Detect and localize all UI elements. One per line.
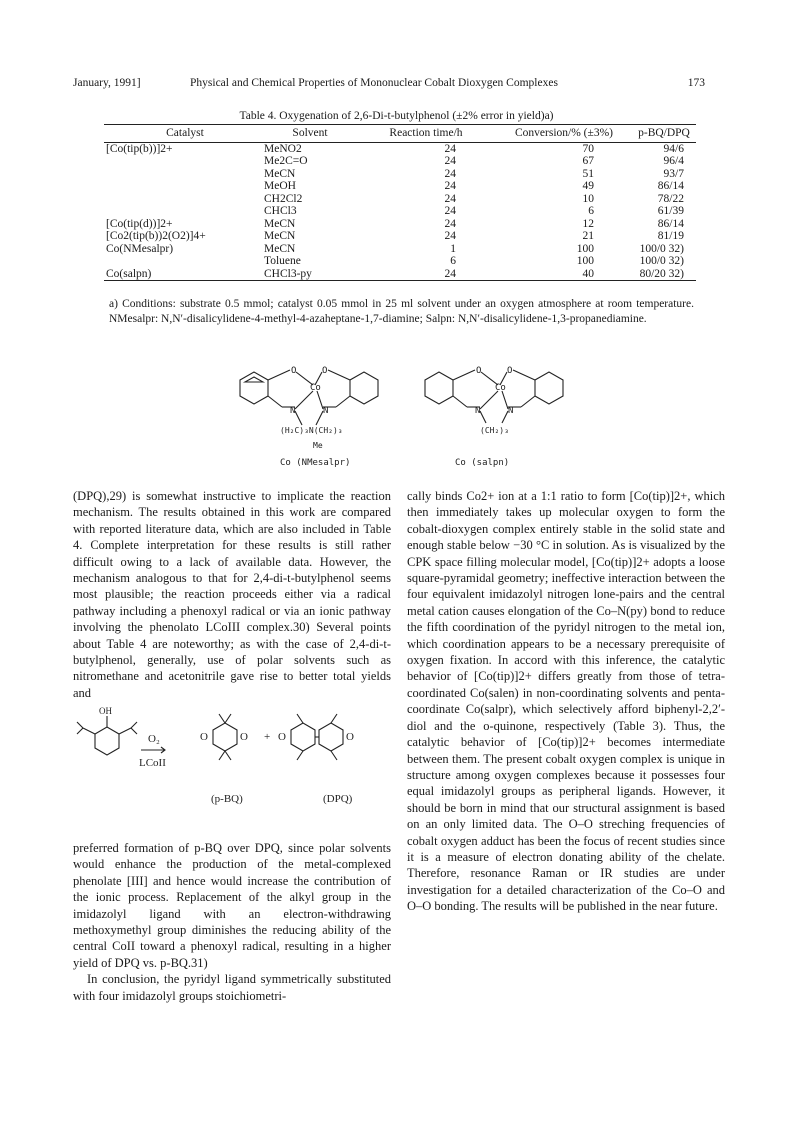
table-cell-ratio: 86/14 (657, 180, 684, 192)
table-header-row (104, 125, 696, 143)
table-row (104, 255, 696, 268)
benzene-ring-right-a (425, 372, 453, 404)
table-cell-solvent: Toluene (264, 255, 301, 267)
table-cell-time: 6 (450, 255, 456, 267)
table-cell-time: 1 (450, 242, 456, 255)
table-cell-catalyst: Co(NMesalpr) (106, 242, 174, 255)
svg-text:O: O (476, 366, 482, 376)
reagent-o2: O₂ (148, 733, 160, 745)
table-row (104, 230, 696, 243)
aromatic-circle-left-a (245, 377, 263, 382)
table-cell-conversion: 6 (588, 205, 594, 217)
oh-label: OH (99, 706, 112, 716)
table-cell-catalyst (104, 168, 264, 181)
dpq-ring-b (319, 723, 343, 751)
column-header-catalyst: Catalyst (166, 127, 204, 139)
table-row (104, 243, 696, 256)
svg-text:O: O (291, 366, 297, 376)
page-number: 173 (687, 77, 705, 89)
table-cell-ratio: 86/14 (657, 217, 684, 230)
table-cell-conversion: 49 (582, 180, 594, 192)
svg-text:N: N (323, 406, 329, 416)
table-cell-conversion: 10 (582, 192, 594, 205)
table-row (104, 155, 696, 168)
p-bq-ring (213, 723, 237, 751)
column-header-solvent: Solvent (292, 127, 328, 139)
table-cell-catalyst (104, 155, 264, 168)
table-cell-conversion: 51 (582, 167, 594, 180)
table-cell-ratio: 61/39 (657, 205, 684, 217)
left-column-paragraph-3: In conclusion, the pyridyl ligand symmetrically substituted with four imidazolyl groups stoichiometri- (73, 972, 391, 1003)
table-cell-catalyst: [Co(tip(b))]2+ (106, 142, 173, 155)
table-cell-solvent: CHCl3 (264, 205, 297, 217)
svg-text:O: O (346, 731, 354, 743)
data-table (104, 124, 696, 281)
running-header-title: Physical and Chemical Properties of Mononuclear Cobalt Dioxygen Complexes (190, 77, 558, 89)
svg-text:O: O (200, 731, 208, 743)
table-cell-time: 24 (444, 205, 456, 217)
left-column-lower-text (73, 840, 391, 1004)
table-row (104, 180, 696, 193)
table-cell-catalyst (104, 193, 264, 206)
reagent-lco: LCoII (139, 757, 166, 769)
right-chain-label: (CH₂)₃ (480, 426, 509, 435)
table-row (104, 142, 696, 155)
table-row (104, 218, 696, 231)
table-cell-time: 24 (444, 142, 456, 155)
table-row (104, 193, 696, 206)
right-column-paragraph: cally binds Co2+ ion at a 1:1 ratio to form [Co(tip)]2+, which then immediately takes up molecular oxygen to form the cobalt-dioxygen complex entirely stable in the solid state and enough stable below −30 °C in solution. As is visualized by the CPK space filling molecular model, [Co(tip)]2+ adopts a loose square-pyramidal geometry; ineffective interaction between the four equivalent imidazolyl nitrogen lone-pairs and the central metal cation causes elongation of the Co–N(py) bond to reduce the fifth coordination of the pyridyl nitrogen to the metal ion, which coordination appears to be a necessary prerequisite of oxygen fixation. In accord with this inference, the catalytic behavior of [Co(tip)]2+ differs greatly from those of tetra-coordinated Co(salen) in non-coordinating solvents and penta-coordinate Co(salpr), which selectively afford biphenyl-2,2′-diol and the o-quinone, respectively (Table 3). Thus, the catalytic behavior of [Co(tip)]2+ becomes intermediate between them. The present cobalt oxygen complex is unique in structure among oxygen complexes because it possesses four equal imidazolyl groups as peripheral ligands. However, it should be born in mind that our structural assignment is based on an only limited data. The O–O streching frequencies of cobalt oxygen adduct has been the focus of recent studies since it is a measure of electron donating ability of the chelate. Therefore, resonance Raman or IR studies are under investigation for a detailed characterization of the Co–O and O–O bonding. The results will be published in the near future. (407, 489, 725, 914)
table-cell-time: 24 (444, 217, 456, 230)
svg-text:Co: Co (310, 383, 321, 393)
table-cell-catalyst (104, 255, 264, 268)
table-cell-solvent: MeOH (264, 180, 296, 192)
table-cell-ratio: 80/20 32) (639, 267, 684, 280)
table-cell-time: 24 (444, 267, 456, 280)
table-cell-time: 24 (444, 192, 456, 205)
table-cell-ratio: 100/0 32) (639, 242, 684, 255)
table-cell-time: 24 (444, 155, 456, 167)
structure-label-nmesalpr: Co (NMesalpr) (280, 458, 351, 468)
table-cell-solvent: MeNO2 (264, 142, 302, 155)
structure-label-salpn: Co (salpn) (455, 458, 510, 468)
table-cell-solvent: MeCN (264, 230, 296, 242)
table-cell-solvent: Me2C=O (264, 155, 308, 167)
table-cell-solvent: MeCN (264, 217, 296, 230)
table-row (104, 205, 696, 218)
table-cell-solvent: CHCl3-py (264, 267, 312, 280)
table-cell-catalyst (104, 205, 264, 218)
svg-text:Co: Co (495, 383, 506, 393)
reaction-scheme (73, 702, 393, 820)
table-cell-solvent: MeCN (264, 167, 296, 180)
svg-text:N: N (508, 406, 514, 416)
data-table-container (104, 124, 696, 281)
table-body (104, 142, 696, 281)
structures-figure (220, 345, 590, 470)
table-cell-ratio: 81/19 (657, 230, 684, 242)
table-cell-time: 24 (444, 167, 456, 180)
table-row (104, 268, 696, 281)
table-cell-ratio: 96/4 (663, 155, 684, 167)
table-cell-ratio: 78/22 (657, 192, 684, 205)
table-cell-ratio: 100/0 32) (639, 255, 684, 267)
table-cell-ratio: 93/7 (663, 167, 684, 180)
table-cell-conversion: 67 (582, 155, 594, 167)
benzene-ring-left-b (350, 372, 378, 404)
table-cell-conversion: 21 (582, 230, 594, 242)
table-cell-conversion: 100 (576, 242, 594, 255)
table-cell-time: 24 (444, 230, 456, 242)
table-cell-solvent: MeCN (264, 242, 296, 255)
left-column-paragraph-1: (DPQ),29) is somewhat instructive to implicate the reaction mechanism. The results obtained in this work are compared with reported literature data, which are also included in Table 4. Complete interpretation for these results is still rather difficult owing to a lack of available data. However, the mechanism analogous to that for 2,4-di-t-butylphenol seems most plausible; the reaction proceeds either via a radical pathway including a phenoxyl radical or via an ionic pathway involving the phenolato LCoIII complex.30) Several points about Table 4 are noteworthy; as with the case of 2,4-di-t-butylphenol, generally, use of polar solvents such as nitromethane and acetonitrile gave rise to better total yields and (73, 489, 391, 700)
svg-text:O: O (507, 366, 513, 376)
column-header-ratio: p-BQ/DPQ (638, 127, 690, 139)
svg-text:O: O (278, 731, 286, 743)
left-column-paragraph-2: preferred formation of p-BQ over DPQ, since polar solvents would enhance the production of the metal-complexed phenolate [III] and hence would increase the contribution of the ionic process. Replacement of the alkyl group in the imidazolyl ligand with an electron-withdrawing methoxymethyl group diminishes the reducing ability of the central CoII toward a phenoxyl radical, resulting in a higher yield of DPQ vs. p-BQ.31) (73, 841, 391, 970)
table-cell-conversion: 12 (582, 217, 594, 230)
benzene-ring-right-b (535, 372, 563, 404)
label-dpq: (DPQ) (323, 793, 353, 805)
plus-sign: + (264, 731, 271, 743)
column-header-reaction-time: Reaction time/h (389, 127, 463, 139)
left-methyl-label: Me (313, 441, 323, 450)
left-chain-label: (H₂C)₃N(CH₂)₃ (280, 426, 343, 435)
table-cell-catalyst: Co(salpn) (106, 267, 152, 280)
table-cell-time: 24 (444, 180, 456, 192)
svg-text:O: O (322, 366, 328, 376)
phenol-ring (95, 727, 119, 755)
table-row (104, 168, 696, 181)
svg-text:N: N (475, 406, 481, 416)
running-header-date: January, 1991] (73, 77, 141, 89)
table-cell-conversion: 70 (582, 142, 594, 155)
svg-text:N: N (290, 406, 296, 416)
table-cell-catalyst (104, 180, 264, 193)
table-cell-solvent: CH2Cl2 (264, 192, 303, 205)
table-cell-conversion: 100 (576, 255, 594, 267)
table-cell-conversion: 40 (582, 267, 594, 280)
dpq-ring-a (291, 723, 315, 751)
label-p-bq: (p-BQ) (211, 793, 243, 805)
column-header-conversion: Conversion/% (±3%) (515, 127, 613, 139)
table-caption: Table 4. Oxygenation of 2,6-Di-t-butylphenol (±2% error in yield)a) (239, 110, 554, 122)
table-cell-ratio: 94/6 (663, 142, 684, 155)
table-cell-catalyst: [Co(tip(d))]2+ (106, 217, 173, 230)
table-footnote: a) Conditions: substrate 0.5 mmol; catalyst 0.05 mmol in 25 ml solvent under an oxygen atmosphere at room temperature. NMesalpr: N,N′-disalicylidene-4-methyl-4-azaheptane-1,7-diamine; Salpn: N,N′-disalicylidene-1,3-propanediamine. (109, 298, 694, 325)
svg-text:O: O (240, 731, 248, 743)
table-cell-catalyst: [Co2(tip(b))2(O2)]4+ (106, 230, 206, 242)
